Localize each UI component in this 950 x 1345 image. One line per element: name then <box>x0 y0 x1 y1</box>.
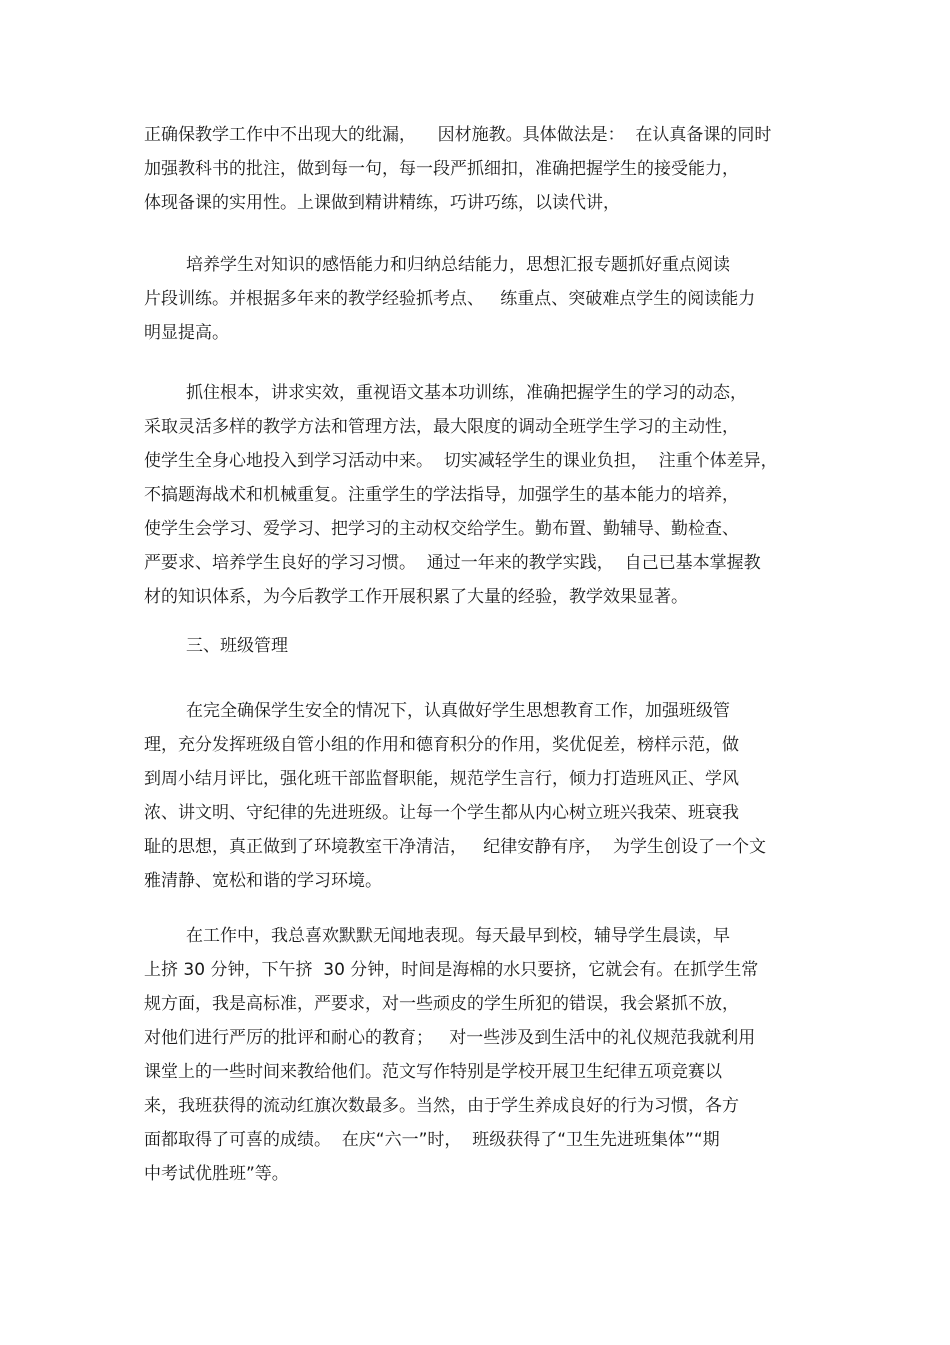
text-line: 雅清静、宽松和谐的学习环境。 <box>144 871 382 891</box>
paragraph-work-attitude <box>144 919 804 1191</box>
text-line: 耻的思想，真正做到了环境教室干净清洁， 纪律安静有序， 为学生创设了一个文 <box>144 837 767 857</box>
text-line: 浓、讲文明、守纪律的先进班级。让每一个学生都从内心树立班兴我荣、班衰我 <box>144 803 739 823</box>
text-line: 材的知识体系，为今后教学工作开展积累了大量的经验，教学效果显著。 <box>144 587 688 607</box>
text-line: 到周小结月评比，强化班干部监督职能，规范学生言行，倾力打造班风正、学风 <box>144 769 739 789</box>
text-line: 培养学生对知识的感悟能力和归纳总结能力，思想汇报专题抓好重点阅读 <box>186 255 730 275</box>
text-line: 抓住根本，讲求实效，重视语文基本功训练，准确把握学生的学习的动态， <box>186 383 747 403</box>
text-line: 来，我班获得的流动红旗次数最多。当然，由于学生养成良好的行为习惯，各方 <box>144 1096 739 1116</box>
text-line: 课堂上的一些时间来教给他们。范文写作特别是学校开展卫生纪律五项竞赛以 <box>144 1062 722 1082</box>
text-line: 面都取得了可喜的成绩。 在庆“六一”时， 班级获得了“卫生先进班集体”“期 <box>144 1130 720 1150</box>
text-line: 理，充分发挥班级自管小组的作用和德育积分的作用，奖优促差，榜样示范，做 <box>144 735 739 755</box>
text-line: 中考试优胜班”等。 <box>144 1164 289 1184</box>
text-line: 使学生会学习、爱学习、把学习的主动权交给学生。勤布置、勤辅导、勤检查、 <box>144 519 739 539</box>
text-line: 严要求、培养学生良好的学习习惯。 通过一年来的教学实践， 自己已基本掌握教 <box>144 553 761 573</box>
text-line: 加强教科书的批注，做到每一句，每一段严抓细扣，准确把握学生的接受能力， <box>144 159 739 179</box>
text-line: 片段训练。并根据多年来的教学经验抓考点、 练重点、突破难点学生的阅读能力 <box>144 289 756 309</box>
text-line: 正确保教学工作中不出现大的纰漏， 因材施教。具体做法是： 在认真备课的同时 <box>144 125 772 145</box>
section-heading-class-management <box>144 629 804 663</box>
text-line: 明显提高。 <box>144 323 229 343</box>
text-line: 对他们进行严厉的批评和耐心的教育； 对一些涉及到生活中的礼仪规范我就利用 <box>144 1028 756 1048</box>
text-line: 在工作中，我总喜欢默默无闻地表现。每天最早到校，辅导学生晨读，早 <box>186 926 730 946</box>
text-line: 不搞题海战术和机械重复。注重学生的学法指导，加强学生的基本能力的培养， <box>144 485 739 505</box>
text-line: 在完全确保学生安全的情况下，认真做好学生思想教育工作，加强班级管 <box>186 701 730 721</box>
text-line: 体现备课的实用性。上课做到精讲精练，巧讲巧练，以读代讲， <box>144 193 620 213</box>
text-line: 上挤 30 分钟，下午挤 30 分钟，时间是海棉的水只要挤，它就会有。在抓学生常 <box>144 960 759 980</box>
paragraph-teaching-method <box>144 118 804 220</box>
paragraph-reading-ability <box>144 248 804 350</box>
text-line: 规方面，我是高标准，严要求，对一些顽皮的学生所犯的错误，我会紧抓不放， <box>144 994 739 1014</box>
paragraph-basic-training <box>144 376 804 614</box>
section-heading: 三、班级管理 <box>186 636 288 656</box>
paragraph-class-management <box>144 694 804 898</box>
text-line: 使学生全身心地投入到学习活动中来。 切实减轻学生的课业负担， 注重个体差异， <box>144 451 778 471</box>
text-line: 采取灵活多样的教学方法和管理方法，最大限度的调动全班学生学习的主动性， <box>144 417 739 437</box>
